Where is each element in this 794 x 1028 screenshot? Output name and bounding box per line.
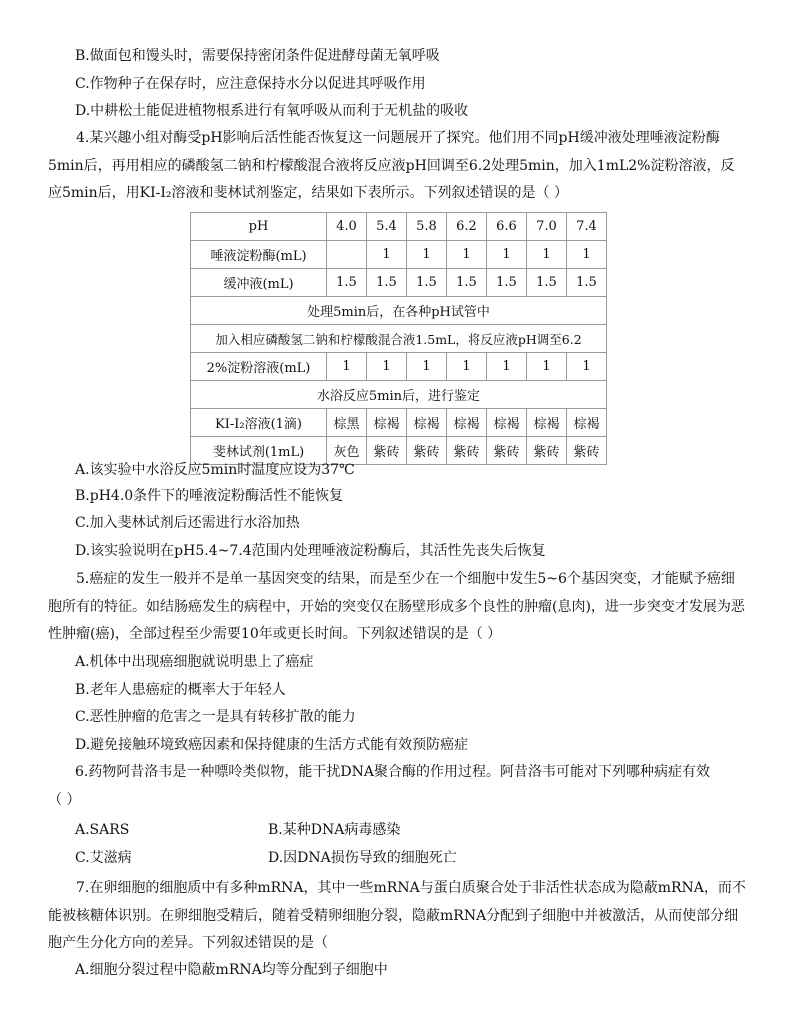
table-cell: 1 [367,353,407,381]
table-cell: 棕褐 [487,409,527,437]
table-cell: 1 [447,353,487,381]
table-cell: 紫砖 [447,437,487,465]
table-row-step3 [191,381,607,409]
merged-step-cell: 水浴反应5min后，进行鉴定 [191,381,607,409]
table-cell: 5.8 [407,213,447,241]
table-cell: 1.5 [367,269,407,297]
q6-option-b: B.某种DNA病毒感染 [268,822,401,838]
table-row-step2 [191,325,607,353]
table-cell: 1 [487,353,527,381]
table-cell: 6.2 [447,213,487,241]
table-cell: 1 [367,241,407,269]
table-cell: 1 [407,241,447,269]
row-label: KI-I₂溶液(1滴) [191,409,327,437]
table-row-starch [191,353,607,381]
table-cell: 6.6 [487,213,527,241]
q4-option-d: D.该实验说明在pH5.4~7.4范围内处理唾液淀粉酶后，其活性先丧失后恢复 [75,543,546,559]
q5-option-b: B.老年人患癌症的概率大于年轻人 [75,682,286,698]
table-cell: 1.5 [487,269,527,297]
q3-option-d: D.中耕松土能促进植物根系进行有氧呼吸从而利于无机盐的吸收 [75,103,469,119]
table-cell: 棕褐 [367,409,407,437]
table-cell: 紫砖 [567,437,607,465]
table-row-ph [191,213,607,241]
table-cell: 1 [407,353,447,381]
merged-step-cell: 加入相应磷酸氢二钠和柠檬酸混合液1.5mL，将反应液pH调至6.2 [191,325,607,353]
q6-option-d: D.因DNA损伤导致的细胞死亡 [268,850,457,866]
q6-option-c: C.艾滋病 [75,850,132,866]
table-cell: 棕褐 [407,409,447,437]
merged-step-cell: 处理5min后，在各种pH试管中 [191,297,607,325]
q4-stem: 4.某兴趣小组对酶受pH影响后活性能否恢复这一问题展开了探究。他们用不同pH缓冲液处理唾液淀粉酶5min后，再用相应的磷酸氢二钠和柠檬酸混合液将反应液pH回调至6.2处理5min，加入1mL2%淀粉溶液，反应5min后，用KI-I₂溶液和斐林试剂鉴定，结果如下表所示。下列叙述错误的是（ ） [48,130,735,201]
table-cell: 1.5 [447,269,487,297]
q5-stem: 5.癌症的发生一般并不是单一基因突变的结果，而是至少在一个细胞中发生5~6个基因突变，才能赋予癌细胞所有的特征。如结肠癌发生的病程中，开始的突变仅在肠壁形成多个良性的肿瘤(息肉)，进一步突变才发展为恶性肿瘤(癌)，全部过程至少需要10年或更长时间。下列叙述错误的是（ ） [48,571,745,642]
q5-option-d: D.避免接触环境致癌因素和保持健康的生活方式能有效预防癌症 [75,737,469,753]
q4-option-c: C.加入斐林试剂后还需进行水浴加热 [75,515,300,531]
q7-stem: 7.在卵细胞的细胞质中有多种mRNA，其中一些mRNA与蛋白质聚合处于非活性状态成为隐蔽mRNA，而不能被核糖体识别。在卵细胞受精后，随着受精卵细胞分裂，隐蔽mRNA分配到子细胞中并被激活，从而使部分细胞产生分化方向的差异。下列叙述错误的是（ [48,880,746,951]
row-label: 缓冲液(mL) [191,269,327,297]
table-cell: 1.5 [527,269,567,297]
q7-option-a: A.细胞分裂过程中隐蔽mRNA均等分配到子细胞中 [75,962,388,978]
q4-option-b: B.pH4.0条件下的唾液淀粉酶活性不能恢复 [75,488,344,504]
row-label: 唾液淀粉酶(mL) [191,241,327,269]
table-cell: 1 [327,353,367,381]
table-cell: 7.0 [527,213,567,241]
table-cell: 棕黑 [327,409,367,437]
table-row-ki [191,409,607,437]
table-cell: 棕褐 [567,409,607,437]
table-cell: 4.0 [327,213,367,241]
table-cell: 1 [447,241,487,269]
table-cell: 紫砖 [407,437,447,465]
table-cell: 灰色 [327,437,367,465]
q6-stem-line1: 6.药物阿昔洛韦是一种嘌呤类似物，能干扰DNA聚合酶的作用过程。阿昔洛韦可能对下列哪种病症有效 [75,764,710,780]
table-cell: 紫砖 [367,437,407,465]
q4-experiment-table [190,212,607,465]
table-cell [327,241,367,269]
table-row-enzyme [191,241,607,269]
q3-option-b: B.做面包和馒头时，需要保持密闭条件促进酵母菌无氧呼吸 [75,48,440,64]
table-cell: 7.4 [567,213,607,241]
q3-option-c: C.作物种子在保存时，应注意保持水分以促进其呼吸作用 [75,76,426,92]
table-cell: 5.4 [367,213,407,241]
q5-option-a: A.机体中出现癌细胞就说明患上了癌症 [75,654,314,670]
table-cell: 紫砖 [487,437,527,465]
table-cell: 1.5 [407,269,447,297]
q6-stem-line2: （ ） [48,792,81,808]
row-label: 2%淀粉溶液(mL) [191,353,327,381]
q4-option-a: A.该实验中水浴反应5min时温度应设为37℃ [75,462,355,478]
table-cell: 1.5 [327,269,367,297]
table-cell: 1 [527,353,567,381]
table-cell: 1 [487,241,527,269]
q5-option-c: C.恶性肿瘤的危害之一是具有转移扩散的能力 [75,709,356,725]
table-cell: 1.5 [567,269,607,297]
table-row-step1 [191,297,607,325]
row-label: 斐林试剂(1mL) [191,437,327,465]
table-cell: 1 [567,353,607,381]
table-row-buffer [191,269,607,297]
table-cell: 紫砖 [527,437,567,465]
table-cell: 棕褐 [527,409,567,437]
table-cell: 1 [567,241,607,269]
table-cell: 1 [527,241,567,269]
q6-option-a: A.SARS [75,822,130,838]
table-cell: 棕褐 [447,409,487,437]
row-label: pH [191,213,327,241]
